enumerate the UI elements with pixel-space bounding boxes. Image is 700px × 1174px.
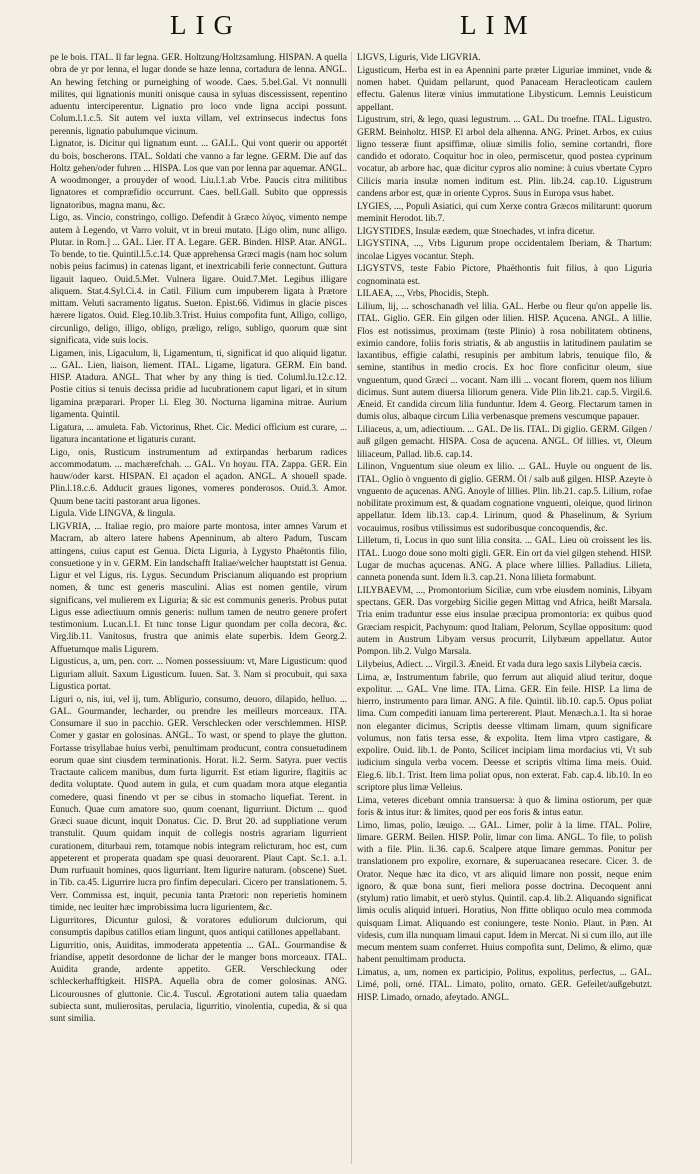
entry: Ligo, as. Vincio, constringo, colligo. Defendit à Græco λύγος, vimento nempe autem à Legendo, vt Varro voluit, vt in breui mutato. [Ligo olim, nunc alligo. Plutar. in Rom.] ... GAL. Lier. IT A. Legare. GER. Binden. HISP. Atar. ANGL. To bende, to tie. Quintil.l.5.c.14. Quæ apprehensa Græci magis (nam hoc solum nobis peius facimus) in catenas ligant, et inextricabili ferie connectunt. Guttura ligauit laqueo. Ouid.5.Met. Vulnera ligare. Ouid.7.Met. Legibus illigare aliquem. Stat.4.Syl.Ci.4. in Catil. Filium cum impuberem ligata à Prætore mittam. Veluti sacramento ligatus. Sueton. Epist.66. Vidimus in glacie pisces hærere ligatos. Ouid. Eleg.10.lib.3.Trist. Huius compofita funt, Alligo, colligo, circunligo, deligo, illigo, obligo, præligo, religo, subligo, quorum quæ sint significata, vide suis locis. — [50, 213, 347, 346]
entry: LILYBAEVM, ..., Promontorium Siciliæ, cum vrbe eiusdem nominis, Libyam spectans. GER. Das vorgebirg Sicilie gegen Mittag vnd Africa, heißt Marsala. Tria enim traduntur esse eius insulae præcipua promontoria: ex quibus quod Græciam respicit, Pachynum: quod Italiam, Pelorum, Scyllae oppositum: quod autem in Austrum Libyam versus procurrit, Lilybæum appellatur. Autor Pompon. lib.2. Vulgo Marsala. — [357, 585, 652, 657]
entry: Lilinon, Vnguentum siue oleum ex lilio. ... GAL. Huyle ou onguent de lis. ITAL. Oglio ò vnguento di giglio. GERM. Öl / salb auß gilgen. HISP. Azeyte ò vnguento de açucenas. ANG. Anoyle of lillies. Plin. lib.21. cap.5. Lilium, rofae nobilitate proximum est, & quadam cognatione vnguenti, oleique, quod lirinon appellatur. Idem lib.13. cap.4. Lirinum, quod & Phaselinum, & Syrium vocauimus, rosibus vtilissimus est sudoribusque concoquendis, &c. — [357, 462, 652, 534]
entry: LILAEA, ..., Vrbs, Phocidis, Steph. — [357, 289, 490, 300]
running-head-left: LIG — [170, 10, 242, 40]
entry: Limatus, a, um, nomen ex participio, Politus, expolitus, perfectus, ... GAL. Limé, poli, orné. ITAL. Limato, polito, ornato. GER. Gefeilet/außgebutzt. HISP. Limado, ornado, afeytado. ANGL. — [357, 968, 652, 1003]
entry: Limo, limas, polio, læuigo. ... GAL. Limer, polir à la lime. ITAL. Polire, limare. GERM. Beilen. HISP. Polir, limar con lima. ANGL. To file, to polish with a file. Plin. li.36. cap.6. Scalpere atque limare gemmas. Ponitur per translationem pro expolire, exornare, & superuacanea resecare. Cicer. 3. de Orator. Neque hæc ita dico, vt ars aliquid limare non possit, neque enim ignoro, & quæ bona sunt, fieri meliora posse doctrina. Decoquent anni (stylum) ratio limabit, et uerò stylus. Quintil. cap.4. lib.2. Aliquando significat limis oculis aliquid intueri. Horatius, Non ffitte obliquo oculo mea commoda quisquam Limat. Aliquando est coniungere, teste Nonio. Plaut. in Pæn. At videsis, cum illa nunquam limaui caput. Idem in Mercat. Ni si cum illo, aut ille mecum mentem suam conferret. Huius compofita sunt, Delimo, & elimo, quæ habent penultimam producta. — [357, 820, 652, 966]
entry: Lilybeius, Adiect. ... Virgil.3. Æneid. Et vada dura lego saxis Lilybeia cæcis. — [357, 659, 642, 670]
column-divider — [351, 52, 352, 1164]
entry: Ligusticum, Herba est in ea Apennini parte præter Liguriae imminet, vnde & nomen habet. Quidam pellarunt, quod Panaceam Heracleoticam caulem effectu. Galenus literæ vinius immutatione Libysticum. Lemnis Leuisticum appellant. — [357, 65, 652, 113]
entry: LIGYSTVS, teste Fabio Pictore, Phaëthontis fuit filius, à quo Liguria cognominata est. — [357, 264, 652, 287]
entry: Ligurritores, Dicuntur gulosi, & voratores eduliorum dulciorum, qui consumptis dapibus catillos etiam lingunt, quos antiqui catillones appellabant. — [50, 915, 347, 938]
entry: LIGYSTINA, ..., Vrbs Ligurum prope occidentalem Iberiam, & Thartum: incolae Ligyes vocantur. Steph. — [357, 239, 652, 262]
entry: Ligo, onis, Rusticum instrumentum ad extirpandas herbarum radices accommodatum. ... machærefchah. ... GAL. Vn hoyau. ITA. Zappa. GER. Ein hauw/oder karst. HISPAN. El açadon el açadon. ANGL. A shouell spade. Plin.l.18.c.6. Adducit graues ligones, vomeres ponderosos. Ouid.3. Amor. Quum bene taciti pastorant arua ligones. — [50, 447, 347, 507]
entry: Lima, æ, Instrumentum fabrile, quo ferrum aut aliquid aliud teritur, doque expolitur. ... GAL. Vne lime. ITA. Lima. GER. Ein feile. HISP. La lima de hierro, instrumento para limar. ANG. A file. Quintil. lib.10. cap.5. Opus poliat lima. Cum compediti ianuam lima pertererent. Plaut. Menæch.a.1. Ita si horae non eleganter dicimus, Scriptis deesse vltimam limam, quum significare volumus, non fatis tersa esse, & expolita. Item lima vtpro castigare, & expolire. Ouid. lib.1. de Ponto, Scilicet incipiam lima mordacius vti, Vt sub iudicium singula verba vocem. Deesse et scriptis vltima lima meis. Ouid. Eleg.6. lib.1. Trist. Item lima poliat opus, non exterat. Fab. cap.4. lib.10. In eo scriptore plus limæ Velleius. — [357, 672, 652, 793]
entry: LIGVRIA, ... Italiae regio, pro maiore parte montosa, inter amnes Varum et Macram, ab altero latere habens Apenninum, ab altero Padum, Tuscam attingens, cuius caput est Genua. Dicta Liguria, à Lygysto Phaëtontis filio, consuetione y in v. GERM. Ein landschafft Italiae/welcher hauptstatt ist Genua. Ligur et vel Ligus, ris. Lygus. Secundum Priscianum aliquando est proprium nomen, & tunc est generis masculini. Alias est nomen gentile, virum significans, vel mulierem ex Liguria; & sic est communis generis. Probus putat Ligus esse adiectiuum omnis generis: nullum tamen de neutro genere profert testimonium. Lucan.l.1. Et tunc tonse Ligur quondam per colla decora, &c. Virg.lib.11. Vanitosus, frustra que animis elate superbis. Idem Georg.2. Affuetumque malis Ligurem. — [50, 522, 347, 655]
running-head — [0, 10, 700, 46]
entry: LYGIES, ..., Populi Asiatici, qui cum Xerxe contra Græcos militarunt: quorum meminit Herodot. lib.7. — [357, 201, 652, 224]
entry: Lilletum, ti, Locus in quo sunt lilia consita. ... GAL. Lieu où croissent les lis. ITAL. Luogo doue sono molti gigli. GER. Ein ort da viel gilgen stehend. HISP. Lugar de muchas açucenas. ANG. A place where lillies. Palladius. Lilieta, canneta ponenda sunt. Idem li.3. cap.21. Nona lilieta formabunt. — [357, 536, 652, 583]
left-column — [50, 52, 347, 1164]
entry: Ligula. Vide LINGVA, & lingula. — [50, 509, 176, 520]
entry: Ligatura, ... amuleta. Fab. Victorinus, Rhet. Cic. Medici officium est curare, ... ligatura incantatione et ligaturis curant. — [50, 422, 347, 445]
entry: Lima, veteres dicebant omnia transuersa: à quo & limina ostiorum, per quæ foris & intus itur: & limites, quod per eos foris & intus eatur. — [357, 795, 652, 818]
entry: Liguri o, nis, iui, vel ij, tum. Abligurio, consumo, deuoro, dilapido, helluo. ... GAL. Gourmander, lecharder, ou prendre les meilleurs morceaux. ITA. Consumare il suo in pacchio. GER. Verschlecken oder verschlemmen. HISP. Comer y gastar en golosinas. ANGL. To wast, or spend to playe the glutton. Fortasse trisyllabae huius verbi, penultimam producunt, contra consuetudinem eorum quae sint ciusdem terminationis. Horat. li.2. Serm. Satyra. puer vectis Tractaute calicem manibus, dum furta ligurrit. Est etiam ligurire, flagitiis ac dedita voluptate. Quod autem in gula, et cum quadam mora atque elegantia comedere, quasi finendo vt per se cibus in stomacho liquefiat. Terent. in Eunuch. Quae cum amatore suo, quum coenant, ligurriunt. Dictum ... quod Græci suaue dicunt, inquit Donatus. Cic. D. Brut 20. ad suppliatione verum transtulit. Quum quidam inquit de collegis nostris agrariam ligurrient curationem, diturbaui rem, totamque nobis integram relicturam, hoc est, cum appeterent et properata quadam spe quasi deuorarent. Plaut Capt. Sc.1. a.1. Dum rurfuauit homines, quos ligurriant. Item ligurire naturam. (obscene) Suet. in Tib. ca.45. Ligurrire lucra pro finfim depeculari. Cicero per translationem. 5. Verr. Commissa est, inquit, pecunia tanta Prætori: non reperietis hominem timide, nec leuiter hæc improbissima lucra ligurientem, &c. — [50, 694, 347, 913]
entry: Ligustrum, stri, & lego, quasi legustrum. ... GAL. Du troefne. ITAL. Ligustro. GERM. Beinholtz. HISP. El arbol dela alhenna. ANG. Prinet. Arbos, ex cuius ligno tesseræ fiunt apsiffimæ, oliuæ similis folio, semine cortandri, flore candido et odorato. Coquitur hoc in oleo, permiscetur, quod postea cyprinum vocatur, ab arbore hac, quæ dicitur cypros alio nomine: à cuius vbertate Cypro Cilicis maria insulæ nomen inditum est. Plin. lib.24. cap.10. Ligustrum candens arbor est, quæ in oriente Cypros. Suus in Europa vsus habet. — [357, 115, 652, 199]
entry: Ligusticus, a, um, pen. corr. ... Nomen possessiuum: vt, Mare Ligusticum: quod Liguriam alluit. Saxum Ligusticum. Iuuen. Sat. 3. Nam si procubuit, qui saxa Ligustica portat. — [50, 657, 347, 692]
entry: LIGVS, Liguris, Vide LIGVRIA. — [357, 53, 481, 63]
entry: LIGYSTIDES, Insulæ eædem, quæ Stoechades, vt infra dicetur. — [357, 226, 595, 237]
entry: Ligurritio, onis, Auiditas, immoderata appetentia ... GAL. Gourmandise & friandise, appetit desordonne de lichar der le manger bons morceaux. ITAL. Auidita grande, ardente appetito. GER. Verschleckung oder schleckerhafftigkeit. HISPA. Aquella obra de comer golosinas. ANG. Licourousnes of gluttonie. Cic.4. Tuscul. Ægrotationi autem talia quaedam subiecta sunt, mulierositas, perulacia, ligurritio, vinolentia, cupedia, & si qua sunt similia. — [50, 940, 347, 1024]
entry: pe le bois. ITAL. Il far legna. GER. Holtzung/Holtzsamlung. HISPAN. A quella obra de yr por lenna, el lugar donde se haze lenna, cortadura de lenna. ANGL. An hewing fetching or purneighing of woode. Caes. 5.bel.Gal. Vt nonnulli milites, qui lignationis muniti onisque causa in syluas discessissent, repentino aduentu interciperentur. Lignatio pro loco vnde ligna accipi possunt. Colum.l.1.c.5. Sit autem vel iuxta villam, vel extrinsecus indectus fons perennis, lignatio pabulumque vicinum. — [50, 53, 347, 137]
running-head-right: LIM — [460, 10, 537, 40]
entry: Lilium, lij, ... schoschanadh vel lilia. GAL. Herbe ou fleur qu'on appelle lis. ITAL. Giglio. GER. Ein gilgen oder lilien. HISP. Açucena. ANGL. A lillie. Flos est notissimus, proximam (teste Plinio) à rosa nobilitatem obtinens, eximio candore, foliis foris striatis, & ab angustiis in latitudinem paulatim se laxantibus, effigie calathi, resupinis per ambitum labris, tenuique filo, & semine, stantibus in medio crocis. Ex hoc flore conficitur oleum, siue vnguentum, quod Græci ... vocant. Nam illi ... vocant florem, quem nos lilium dicimus. Sunt autem diuersa liliorum genera. Vide Plin lib.21. cap.5. Virgil.6. Æneid. Et candida circum lilia funduntur. Idem 4. Georg. Flectarum tamen in dumis olus, albaque circum Lilia verbenasque premens vescumque papauer. — [357, 302, 652, 423]
right-column — [357, 52, 652, 1164]
entry: Liliaceus, a, um, adiectiuum. ... GAL. De lis. ITAL. Di giglio. GERM. Gilgen / auß gilgen gemacht. HISPA. Cosa de açucena. ANGL. Of lillies. vt, Oleum liliaceum, Pallad. lib.6. cap.14. — [357, 425, 652, 460]
entry: Ligamen, inis, Ligaculum, li, Ligamentum, ti, significat id quo aliquid ligatur. ... GAL. Lien, liaison, liement. ITAL. Ligame, ligatura. GERM. Ein band. HISP. Atadura. ANGL. That wher by any thing is tied. Columl.lu.12.c.12. Postie citius si tenuis decissa pridie ad lucubrationem caput ligari, et in situm ligamina præparari. Proper l.i. Eleg 30. Nocturna ligamina mitrae. Aurium ligamenta. Quintil. — [50, 348, 347, 420]
entry: Lignator, is. Dicitur qui lignatum eunt. ... GALL. Qui vont querir ou apportét du bois, boscherons. ITAL. Soldati che vanno a far legne. GERM. Die auf das Holtz gehen/oder fuhren ... HISPA. Los que van por lenna par aquemar. ANGL. A woodmonger, a prouyder of wood. Liu.l.1.ab Vrbe. Paucis citra militibus lignatores et compræfidio occurrunt. Caes. bell.Gall. Subito que oppressis lignatoribus, magna manu, &c. — [50, 139, 347, 211]
